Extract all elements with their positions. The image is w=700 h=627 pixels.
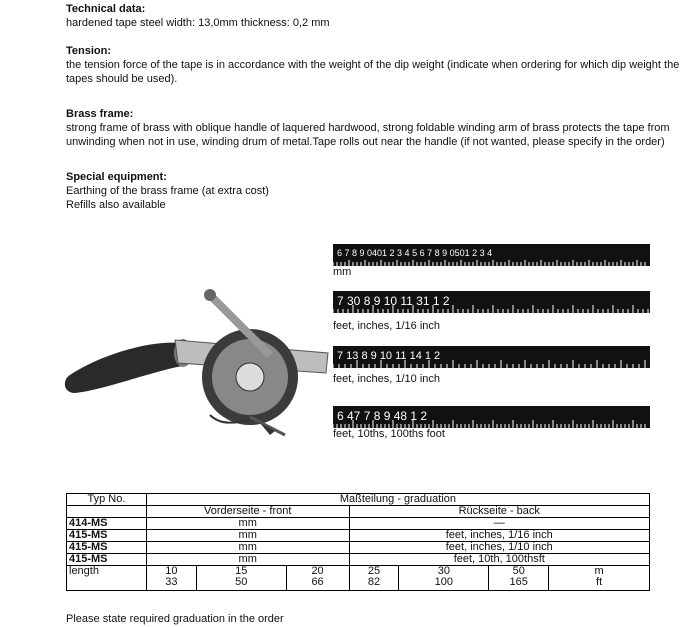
dip-tape-illustration: [60, 285, 332, 460]
table-row: 414-MS mm —: [67, 518, 650, 530]
tape-feet-16: [333, 291, 650, 313]
length-row: [67, 566, 650, 591]
grad-header: Maßteilung - graduation: [146, 494, 649, 506]
front-header: Vorderseite - front: [146, 506, 349, 518]
unit-cell: m ft: [549, 566, 650, 591]
tape-feet-100ths: [333, 406, 650, 428]
tape-mm-numbers: 6 7 8 9 0401 2 3 4 5 6 7 8 9 0501 2 3 4: [337, 248, 493, 258]
technical-text: hardened tape steel width: 13,0mm thickness: 0,2 mm: [66, 17, 330, 29]
typ-header: Typ No.: [67, 494, 147, 506]
technical-section: [66, 2, 686, 30]
tape-mm: [333, 244, 650, 266]
tape-mm-caption: mm: [333, 266, 352, 278]
length-label: length: [67, 566, 147, 591]
special-section: [66, 170, 686, 212]
tape-feet-10-caption: feet, inches, 1/10 inch: [333, 373, 441, 385]
length-cell: 20 66: [286, 566, 349, 591]
brass-section: [66, 107, 686, 149]
table-row: 415-MS mm feet, 10th, 100thsft: [67, 554, 650, 566]
length-cell: 30 100: [399, 566, 489, 591]
special-title: Special equipment:: [66, 171, 167, 183]
tape-feet-100ths-caption: feet, 10ths, 100ths foot: [333, 428, 445, 440]
length-cell: 25 82: [349, 566, 399, 591]
tension-section: [66, 44, 686, 86]
tension-title: Tension:: [66, 45, 112, 57]
tension-text: the tension force of the tape is in accordance with the weight of the dip weight (indicate when ordering for which dip weight the tapes should be used).: [66, 59, 680, 85]
brass-title: Brass frame:: [66, 108, 134, 120]
length-cell: 15 50: [196, 566, 286, 591]
technical-title: Technical data:: [66, 3, 146, 15]
length-cell: 50 165: [489, 566, 549, 591]
tape-feet-100ths-numbers: 6 47 7 8 9 48 1 2: [337, 409, 428, 423]
back-header: Rückseite - back: [349, 506, 649, 518]
length-cell: 10 33: [146, 566, 196, 591]
special-line1: Earthing of the brass frame (at extra cost): [66, 185, 269, 197]
footer-note: Please state required graduation in the order: [66, 613, 284, 625]
tape-feet-16-caption: feet, inches, 1/16 inch: [333, 320, 441, 332]
table-row: 415-MS mm feet, inches, 1/10 inch: [67, 542, 650, 554]
table-row: 415-MS mm feet, inches, 1/16 inch: [67, 530, 650, 542]
tape-feet-16-numbers: 7 30 8 9 10 11 31 1 2: [337, 294, 450, 308]
special-line2: Refills also available: [66, 199, 166, 211]
tape-feet-10-numbers: 7 13 8 9 10 11 14 1 2: [337, 350, 441, 362]
tape-feet-10: [333, 346, 650, 368]
spec-table: [66, 493, 650, 591]
brass-text: strong frame of brass with oblique handle of laquered hardwood, strong foldable winding arm of brass protects the tape from unwinding when not in use, winding drum of metal.Tape rolls out near the handle (if not wanted, please specify in the order): [66, 122, 670, 148]
